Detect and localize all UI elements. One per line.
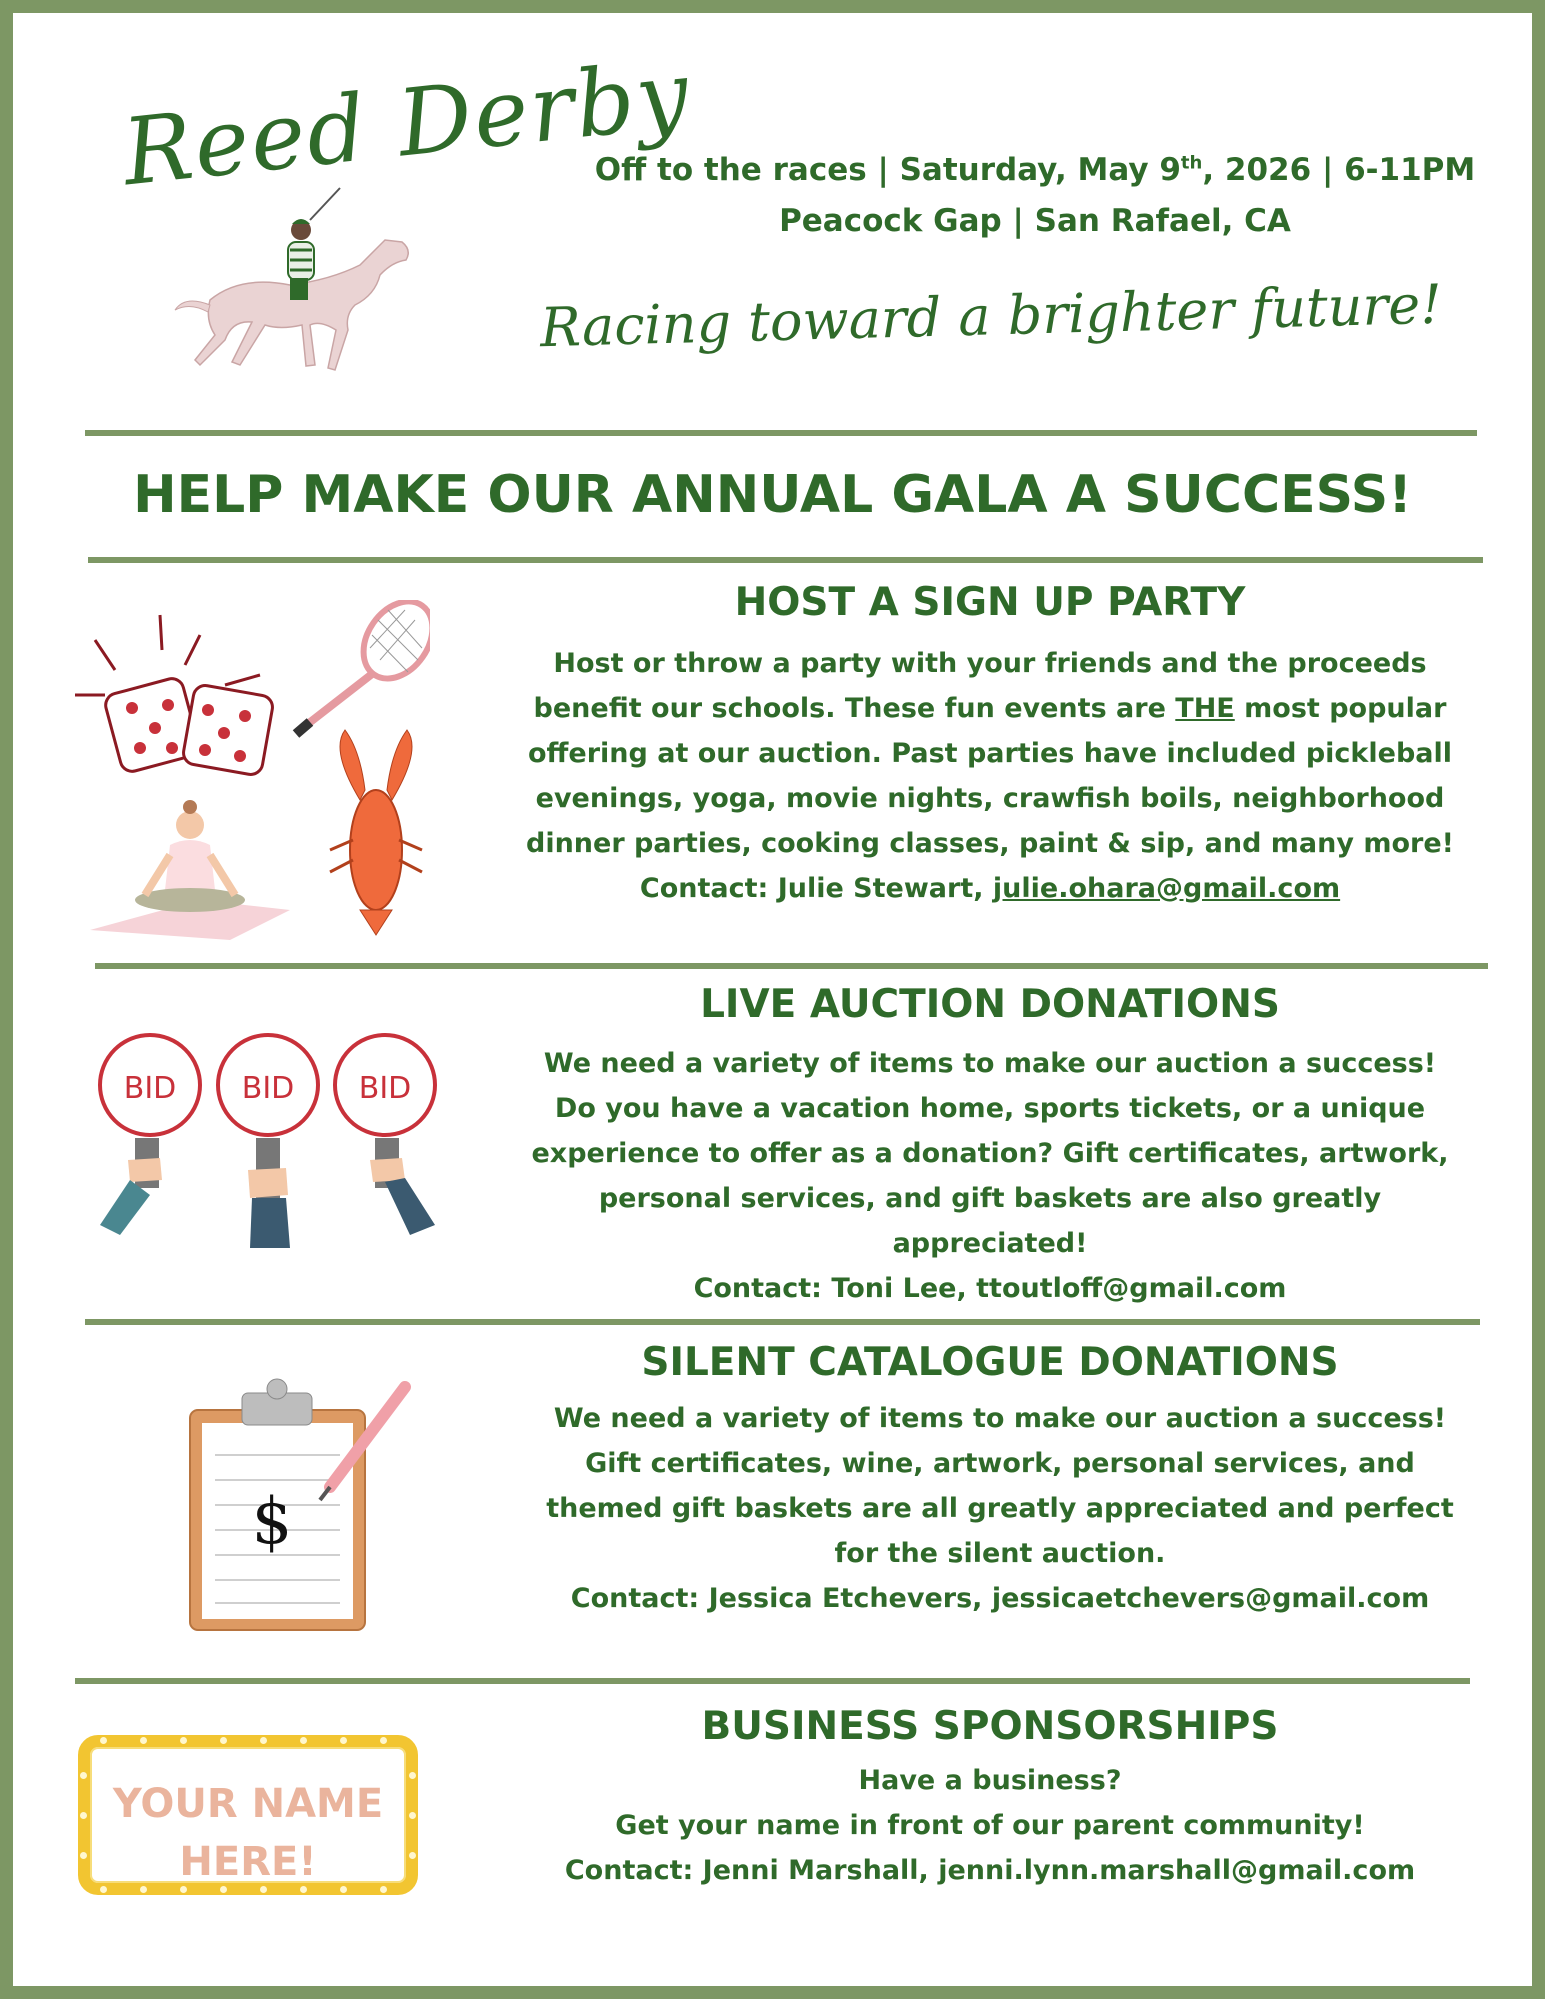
section-title-business: BUSINESS SPONSORSHIPS [701,1704,1279,1749]
section-body-host: Host or throw a party with your friends and the proceeds benefit our schools. These fun events are THE most popular offering at our auction. Past parties have included pickleball evenings, yoga, movie nights, crawfish boils, neighborhood dinner parties, cooking classes, paint & sip, and many more! Contact: Julie Stewart, julie.ohara@gmail.com [526,648,1454,904]
horse-jockey-icon [170,180,430,390]
tagline: Racing toward a brighter future! [539,272,1443,360]
reed-derby-logo: Reed Derby [118,40,696,207]
clipboard-icon [190,1379,365,1630]
bid-paddles-illustration [90,1020,450,1250]
section-title-live: LIVE AUCTION DONATIONS [700,982,1280,1027]
divider [85,430,1477,436]
svg-text:BID: BID [358,1071,412,1106]
bid-paddle-icon [218,1035,318,1248]
party-illustration [60,600,430,940]
section-body-business: Have a business? Get your name in front of our parent community! Contact: Jenni Marshall, jenni.lynn.marshall@gmail.com [564,1765,1416,1886]
svg-text:BID: BID [241,1071,295,1106]
section-body-silent: We need a variety of items to make our auction a success! Gift certificates, wine, artwork, personal services, and themed gift baskets are all greatly appreciated and perfect for the silent auction. Contact: Jessica Etchevers, jessicaetchevers@gmail.com [546,1403,1454,1614]
marquee-sign-icon [78,1735,418,1895]
dice-icon [75,615,274,776]
event-date-line: Off to the races | Saturday, May 9th, 2026 | 6-11PM [594,152,1476,188]
bid-paddle-icon [335,1035,435,1235]
section-body-live: We need a variety of items to make our auction a success! Do you have a vacation home, sports tickets, or a unique experience to offer as a donation? Gift certificates, artwork, personal services, and gift baskets are also greatly appreciated! Contact: Toni Lee, ttoutloff@gmail.com [531,1048,1449,1304]
divider [75,1678,1470,1684]
yoga-icon [90,800,290,940]
sign-text: YOUR NAME HERE! [112,1781,384,1885]
bid-paddle-icon [100,1035,200,1235]
svg-text:BID: BID [123,1071,177,1106]
divider [85,1319,1480,1325]
clipboard-illustration [180,1375,440,1635]
section-title-host: HOST A SIGN UP PARTY [734,580,1246,625]
divider [88,557,1483,563]
divider [95,963,1488,969]
event-location-line: Peacock Gap | San Rafael, CA [779,203,1291,239]
page-title: HELP MAKE OUR ANNUAL GALA A SUCCESS! [133,465,1412,525]
email-link-host[interactable]: julie.ohara@gmail.com [992,873,1341,904]
svg-text:$: $ [251,1485,293,1559]
lobster-icon [330,730,422,935]
section-title-silent: SILENT CATALOGUE DONATIONS [641,1340,1339,1385]
tennis-racket-icon [296,600,430,734]
